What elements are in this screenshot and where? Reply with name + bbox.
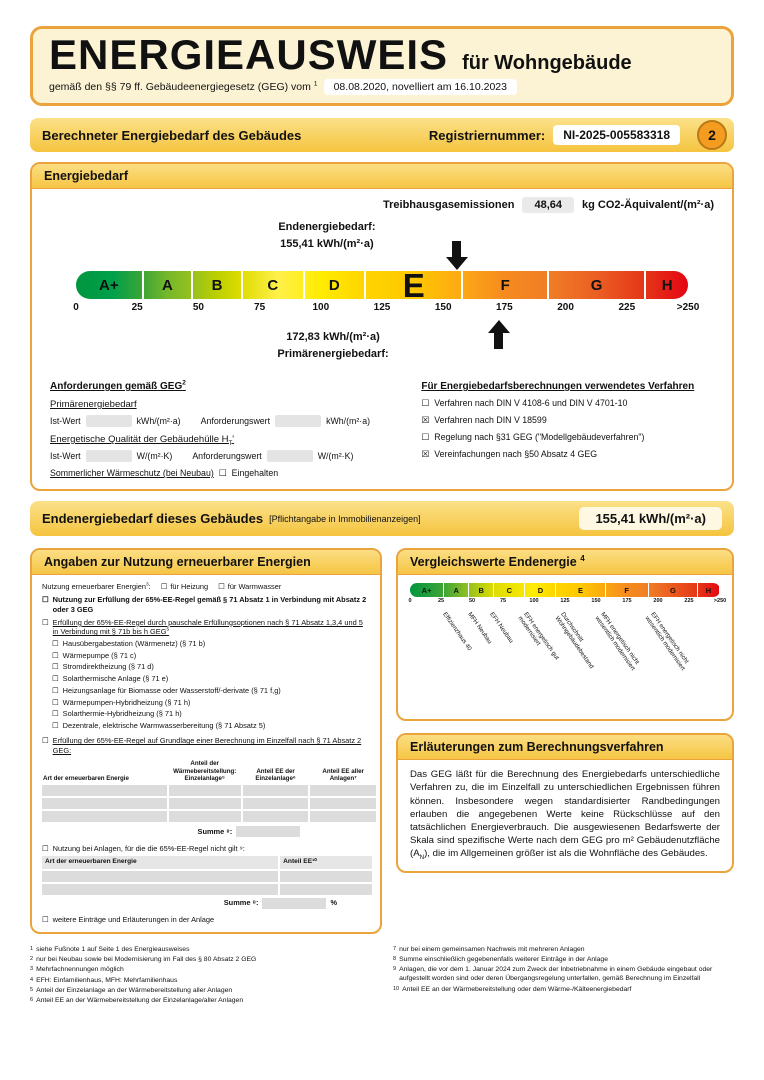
arrow-shaft xyxy=(494,333,503,349)
explanations-panel xyxy=(396,733,734,873)
scale-segment-f: F xyxy=(463,271,548,299)
envelope-values-row xyxy=(50,450,395,462)
scale-segment-a-plus: A+ xyxy=(76,271,144,299)
footnote: 1 siehe Fußnote 1 auf Seite 1 des Energieausweises xyxy=(30,945,190,953)
flat-option: ☐ Stromdirektheizung (§ 71 d) xyxy=(52,662,154,672)
flat-option: ☐ Solarthermie-Hybridheizung (§ 71 h) xyxy=(52,709,182,719)
law-reference-text: gemäß den §§ 79 ff. Gebäudeenergiegesetz (GEG) vom $^1$ xyxy=(49,80,318,94)
envelope-quality-heading: Energetische Qualität der Gebäudehülle $H_T'$ xyxy=(50,434,235,447)
checkbox: ☐ xyxy=(52,650,59,660)
end-energy-banner-label: Endenergiebedarf dieses Gebäudes xyxy=(42,511,264,527)
renewables-usage-row xyxy=(42,582,370,591)
table-header: Anteil EE der Einzelanlage⁶ xyxy=(255,767,296,783)
unit-label: W/(m²·K) xyxy=(136,451,173,462)
energy-panel-body xyxy=(32,189,732,489)
requirements-heading: Anforderungen gemäß GEG$^2$ xyxy=(50,379,186,393)
footnote: 4 EFH: Einfamilienhaus, MFH: Mehrfamilienhaus xyxy=(30,976,178,984)
footnote: 3 Mehrfachnennungen möglich xyxy=(30,966,124,974)
footnotes-left-column xyxy=(30,946,371,1008)
reference-label: MFH energetisch nicht wesentlich modernisiert xyxy=(593,611,641,673)
scale-segment-c: C xyxy=(243,271,305,299)
summer-heat-protection-heading: Sommerlicher Wärmeschutz (bei Neubau) xyxy=(50,468,214,479)
primary-energy-label: Primärenergiebedarf: xyxy=(277,347,389,360)
primary-energy-value: 172,83 kWh/(m²·a) xyxy=(286,331,380,344)
checkbox-checked: ☒ xyxy=(421,449,430,460)
method-option: ☐ Regelung nach §31 GEG ("Modellgebäudeverfahren") xyxy=(421,432,645,443)
scale-tick-labels: 0 25 50 75 100 125 150 175 200 225 >250 xyxy=(73,302,700,314)
registry-label: Registriernummer: xyxy=(428,127,546,143)
explanations-body: Das GEG läßt für die Berechnung des Energiebedarfs unterschiedliche Verfahren zu, die im Einzelfall zu unterschiedlichen Ergebnissen führen können. Insbesondere wegen standardisierter Randbedingungen erlauben die angegebenen Werte keine Rückschlüsse auf den tatsächlichen Energieverbrauch. Die ausgewiesenen Bedarfswerte der Skala sind spezifische Werte nach dem GEG pro m² Gebäudenutzfläche $(A_N)$, die im Allgemeinen größer ist als die Wohnfläche des Gebäudes. xyxy=(410,769,720,862)
requirements-method-row xyxy=(50,381,714,479)
comparison-body xyxy=(398,575,732,719)
scale-segment-d: D xyxy=(305,271,367,299)
footnote: 6 Anteil EE an der Wärmebereitstellung der Einzelanlage/aller Anlagen xyxy=(30,997,244,1005)
checkbox: ☐ xyxy=(52,697,59,707)
renewables-body xyxy=(32,575,380,932)
law-date-value: 08.08.2020, novelliert am 16.10.2023 xyxy=(324,79,517,95)
checkbox: ☐ xyxy=(421,432,430,443)
footnote: 7 nur bei einem gemeinsamen Nachweis mit mehreren Anlagen xyxy=(393,945,585,953)
method-option: ☒ Vereinfachungen nach §50 Absatz 4 GEG xyxy=(421,449,598,460)
renewables-table xyxy=(42,759,370,824)
unit-label: W/(m²·K) xyxy=(317,451,354,462)
page-number-badge: 2 xyxy=(697,120,727,150)
ist-wert-ht-field xyxy=(86,450,132,462)
scale-segment-a: A xyxy=(144,271,194,299)
page-subtitle: für Wohngebäude xyxy=(462,52,632,74)
section-bar xyxy=(30,118,734,152)
unit-label: kWh/(m²·a) xyxy=(136,416,181,427)
checkbox: ☐ xyxy=(218,582,225,592)
flat-option: ☐ Solarthermische Anlage (§ 71 e) xyxy=(52,674,169,684)
footnote-marker: 1 xyxy=(313,80,318,88)
reference-label: MFH Neubau xyxy=(466,611,494,646)
rule65-calc-option: ☐ Erfüllung der 65%-EE-Regel auf Grundlage einer Berechnung im Einzelfall nach § 71 Absatz 2 GEG: xyxy=(42,736,362,755)
calculation-method-column xyxy=(421,381,714,479)
primary-demand-values-row xyxy=(50,415,395,427)
anforderungswert-label: Anforderungswert xyxy=(192,451,262,462)
checkbox: ☐ xyxy=(52,674,59,684)
primary-demand-heading: Primärenergiebedarf xyxy=(50,399,137,411)
rule65-exempt-option: ☐ Nutzung bei Anlagen, für die die 65%-EE-Regel nicht gilt ⁹: xyxy=(42,844,245,854)
scale-bottom-area xyxy=(76,319,688,377)
flat-option: ☐ Dezentrale, elektrische Warmwasserbereitung (§ 71 Absatz 5) xyxy=(52,721,266,731)
scale-segment-g: G xyxy=(549,271,646,299)
end-energy-banner xyxy=(30,501,734,536)
title-row xyxy=(49,33,715,77)
sum-field xyxy=(236,826,300,837)
arrow-head-up-icon xyxy=(488,320,510,333)
comparison-tick-labels: 0 25 50 75 100 125 150 175 200 225 >250 xyxy=(408,598,727,605)
anforderungswert-label: Anforderungswert xyxy=(200,416,271,427)
energy-scale-zone xyxy=(50,213,714,377)
method-option: ☒ Verfahren nach DIN V 18599 xyxy=(421,415,547,426)
eingehalten-label: Eingehalten xyxy=(231,468,279,479)
end-energy-value: 155,41 kWh/(m²·a) xyxy=(280,237,374,250)
scale-segment-b: B xyxy=(193,271,243,299)
checkbox: ☐ xyxy=(52,638,59,648)
explanations-panel-title: Erläuterungen zum Berechnungsverfahren xyxy=(398,735,732,760)
table-sum-row xyxy=(42,826,370,837)
lower-columns xyxy=(30,548,734,934)
checkbox: ☐ xyxy=(42,595,49,605)
method-option: ☐ Verfahren nach DIN V 4108-6 und DIN V 4701-10 xyxy=(421,398,628,409)
checkbox: ☐ xyxy=(52,721,59,731)
table-cell xyxy=(42,884,278,895)
law-reference-row xyxy=(49,79,715,95)
scale-top-area xyxy=(76,213,688,271)
end-energy-marker-arrow xyxy=(446,241,468,270)
rule65-main-option: ☐ Nutzung zur Erfüllung der 65%-EE-Regel gemäß § 71 Absatz 1 in Verbindung mit Absatz 2 oder 3 GEG xyxy=(42,595,367,614)
scale-segment-h: H xyxy=(661,276,673,294)
footnote: 9 Anlagen, die vor dem 1. Januar 2024 zum Zweck der Inbetriebnahme in einem Gebäude eingebaut oder aufgestellt worden sind oder deren Übergangsregelung unterfallen, gemäß Berechnung im Einzelfall xyxy=(393,966,713,983)
checkbox: ☐ xyxy=(42,914,49,924)
table-header: Anteil der Wärmebereitstellung: Einzelanlage⁵ xyxy=(173,759,237,783)
arrow-head-down-icon xyxy=(446,257,468,270)
table-header: Anteil EE aller Anlagen⁷ xyxy=(322,767,364,783)
end-energy-label: Endenergiebedarf: xyxy=(278,221,376,234)
renewables-panel-title: Angaben zur Nutzung erneuerbarer Energien xyxy=(32,550,380,575)
energy-demand-panel xyxy=(30,162,734,491)
energy-class-scale xyxy=(76,266,688,304)
comparison-panel-title: Vergleichswerte Endenergie $^4$ xyxy=(398,550,732,575)
reference-label: Effizienzhaus 40 xyxy=(441,611,474,653)
sum-label: Summe ⁸: xyxy=(197,826,233,836)
exempt-table xyxy=(42,856,370,894)
sum-field xyxy=(262,898,326,909)
reference-label: EFH energetisch gut modernisiert xyxy=(516,611,561,662)
footnotes-right-column xyxy=(393,946,734,1008)
flat-option: ☐ Hausübergabestation (Wärmenetz) (§ 71 b) xyxy=(52,638,206,648)
ghg-value-field: 48,64 xyxy=(522,197,574,213)
checkbox: ☐ xyxy=(52,709,59,719)
primary-energy-labels xyxy=(235,329,431,362)
right-column xyxy=(396,548,734,934)
certificate-header xyxy=(30,26,734,106)
footnote: 5 Anteil der Einzelanlage an der Wärmebereitstellung aller Anlagen xyxy=(30,987,233,995)
footnote: 8 Summe einschließlich gegebenenfalls weiterer Einträge in der Anlage xyxy=(393,956,608,964)
checkbox: ☐ xyxy=(42,736,49,746)
reference-label: Durchschnitt Wohngebäudebestand xyxy=(553,611,595,671)
comparison-reference-labels xyxy=(410,609,720,717)
table-cell xyxy=(42,871,278,882)
comparison-scale: A+ A B C D E F G H xyxy=(410,583,720,597)
footnotes xyxy=(30,946,734,1008)
end-energy-banner-note: [Pflichtangabe in Immobilienanzeigen] xyxy=(269,513,421,524)
rule65-flat-option: ☐ Erfüllung der 65%-EE-Regel durch pauschale Erfüllungsoptionen nach § 71 Absatz 1,3,4 und 5 in Verbindung mit § 71b bis h GEG$^5$ xyxy=(42,617,363,637)
anforderungswert-ht-field xyxy=(267,450,313,462)
renewables-panel xyxy=(30,548,382,934)
ghg-emissions-row xyxy=(50,197,714,213)
checkbox-eingehalten: ☐ xyxy=(218,468,227,479)
checkbox: ☐ xyxy=(52,685,59,695)
ist-wert-label: Ist-Wert xyxy=(50,416,81,427)
method-heading: Für Energiebedarfsberechnungen verwendetes Verfahren xyxy=(421,381,695,393)
reference-label: EFH energetisch nicht wesentlich modernisiert xyxy=(643,611,690,673)
more-entries-option: ☐ weitere Einträge und Erläuterungen in der Anlage xyxy=(42,914,215,924)
usage-label: Nutzung erneuerbarer Energien$^3$: xyxy=(42,582,151,592)
usage-option-hot-water: ☐ für Warmwasser xyxy=(218,582,282,592)
section-title: Berechneter Energiebedarf des Gebäudes xyxy=(42,127,302,143)
table-header: Art der erneuerbaren Energie xyxy=(42,856,278,868)
checkbox: ☐ xyxy=(160,582,168,592)
ghg-label: Treibhausgasemissionen xyxy=(383,199,515,212)
ist-wert-label: Ist-Wert xyxy=(50,451,81,462)
footnote: 10 Anteil EE an der Wärmebereitstellung oder dem Wärme-/Kälteenergiebedarf xyxy=(393,985,632,993)
registry-number: NI-2025-005583318 xyxy=(553,125,680,145)
usage-option-heating: ☐ für Heizung xyxy=(160,582,209,592)
table-cell xyxy=(42,798,167,809)
footnote: 2 nur bei Neubau sowie bei Modernisierung im Fall des § 80 Absatz 2 GEG xyxy=(30,956,257,964)
energy-panel-title: Energiebedarf xyxy=(32,164,732,189)
checkbox: ☐ xyxy=(42,844,49,854)
ghg-unit: kg CO2-Äquivalent/(m²·a) xyxy=(581,199,714,212)
anforderungswert-field xyxy=(275,415,321,427)
end-energy-banner-value: 155,41 kWh/(m²·a) xyxy=(579,507,722,530)
geg-requirements-column xyxy=(50,381,395,479)
flat-options-list xyxy=(52,639,370,731)
checkbox-checked: ☒ xyxy=(421,415,430,426)
table-cell xyxy=(42,811,167,822)
arrow-shaft xyxy=(452,241,461,257)
page-title: ENERGIEAUSWEIS xyxy=(49,31,449,78)
comparison-panel xyxy=(396,548,734,721)
unit-label: kWh/(m²·a) xyxy=(326,416,371,427)
exempt-table-sum-row xyxy=(42,898,370,909)
end-energy-labels xyxy=(235,219,419,252)
scale-segment-e-current: E xyxy=(366,271,463,299)
table-header: Art der erneuerbaren Energie xyxy=(43,775,129,783)
flat-option: ☐ Heizungsanlage für Biomasse oder Wasserstoff/-derivate (§ 71 f,g) xyxy=(52,685,281,695)
checkbox: ☐ xyxy=(42,617,49,627)
registry-group xyxy=(429,125,722,145)
reference-label: EFH Neubau xyxy=(487,611,515,645)
summer-heat-protection-row xyxy=(50,468,395,479)
flat-option: ☐ Wärmepumpen-Hybridheizung (§ 71 h) xyxy=(52,697,191,707)
checkbox: ☐ xyxy=(52,662,59,672)
ist-wert-field xyxy=(86,415,132,427)
sum-unit: % xyxy=(330,898,338,908)
table-cell xyxy=(42,785,167,796)
checkbox: ☐ xyxy=(421,398,430,409)
primary-energy-marker-arrow xyxy=(488,320,510,349)
table-header: Anteil EE¹⁰ xyxy=(280,856,372,868)
flat-option: ☐ Wärmepumpe (§ 71 c) xyxy=(52,650,137,660)
sum-label: Summe ⁸: xyxy=(223,898,259,908)
